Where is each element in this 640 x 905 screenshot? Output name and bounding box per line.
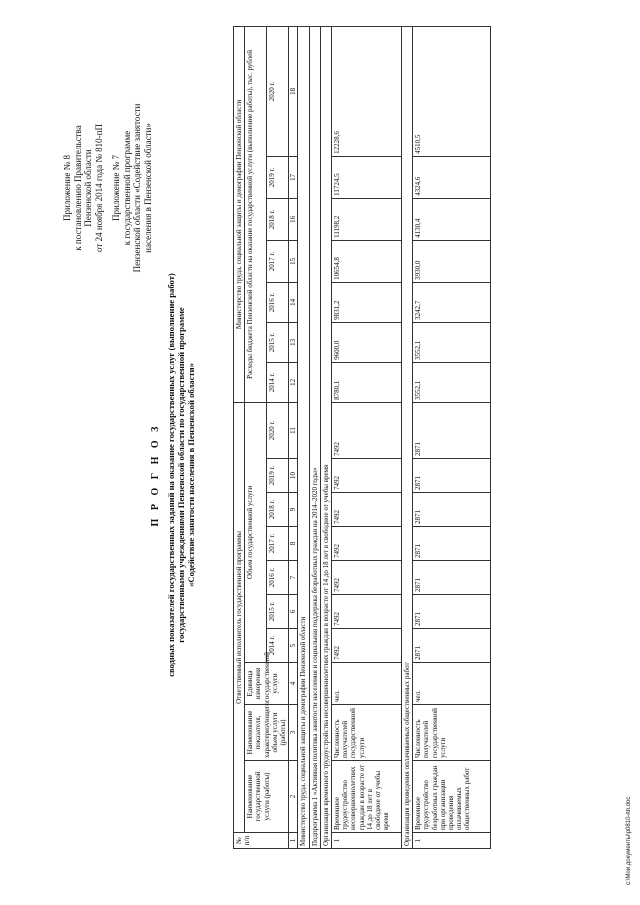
column-number: 11	[289, 402, 298, 458]
year-header: 2019 г.	[267, 459, 289, 493]
column-number: 8	[289, 527, 298, 561]
year-header: 2015 г.	[267, 322, 289, 362]
column-numbers-row	[289, 26, 298, 848]
header-line: Приложение № 8	[62, 155, 72, 221]
column-number: 6	[289, 595, 298, 629]
expense-cell: 4324,6	[413, 156, 491, 198]
column-number: 3	[289, 705, 298, 761]
year-header: 2016 г.	[267, 561, 289, 595]
service-name: Временное трудоустройство безработных граждан при организации проведения оплачиваемых общественных работ	[413, 761, 491, 833]
column-number: 16	[289, 198, 298, 240]
section-row: Организация проведения оплачиваемых общественных работ	[402, 26, 413, 848]
year-header: 2016 г.	[267, 282, 289, 322]
col-num-header: № п/п	[234, 833, 289, 849]
column-number: 18	[289, 26, 298, 156]
volume-cell: 2871	[413, 561, 491, 595]
expenses-header: Расходы бюджета Пензенской области на оказание государственной услуги (выполнение работы), тыс. рублей	[245, 26, 267, 402]
unit-cell: чел.	[413, 663, 491, 705]
table-row	[413, 26, 491, 848]
expense-cell: 3552,1	[413, 362, 491, 402]
title-sub: государственными учреждениями Пензенской области по государственной программе	[176, 307, 186, 643]
title-sub: сводных показателей государственных заданий на оказание государственных услуг (выполнение работ)	[166, 273, 176, 677]
year-header: 2014 г.	[267, 629, 289, 663]
year-header: 2017 г.	[267, 240, 289, 282]
volume-header: Объем государственной услуги	[245, 402, 267, 662]
section-row: Организация временного трудоустройства несовершеннолетних граждан в возрасте от 14 до 18 лет в свободное от учебы время	[320, 26, 331, 848]
column-number: 13	[289, 322, 298, 362]
expense-cell: 11724,5	[332, 156, 402, 198]
year-header: 2020 г.	[267, 26, 289, 156]
volume-cell: 2871	[413, 595, 491, 629]
expense-cell: 9831,2	[332, 282, 402, 322]
header-line: Приложение № 7	[111, 155, 121, 221]
column-number: 5	[289, 629, 298, 663]
volume-cell: 2871	[413, 459, 491, 493]
column-number: 2	[289, 761, 298, 833]
column-number: 15	[289, 240, 298, 282]
column-number: 10	[289, 459, 298, 493]
volume-cell: 7492	[332, 629, 402, 663]
header-line: Пензенской области «Содействие занятости	[132, 103, 142, 273]
column-number: 17	[289, 156, 298, 198]
header-line: Пензенской области	[83, 149, 93, 227]
title-sub: «Содействие занятости населения в Пензенской области»	[186, 363, 196, 587]
approval-header	[62, 58, 153, 318]
forecast-table	[233, 26, 491, 849]
executor-header: Ответственный исполнитель государственной программы	[234, 402, 245, 832]
expense-cell: 9600,0	[332, 322, 402, 362]
expense-cell: 12228,6	[332, 26, 402, 156]
volume-cell: 2871	[413, 629, 491, 663]
file-path-footer: c:\Мои документы\р0810-пп.doc	[626, 796, 632, 885]
subprogram-row: Подпрограмма 1 «Активная политика занятости населения и социальная поддержка безработных граждан на 2014–2020 годы»	[309, 26, 320, 848]
header-line: к государственной программе	[121, 130, 132, 246]
ministry-header: Министерство труда, социальной защиты и демографии Пензенской области	[234, 26, 245, 402]
header-line: к постановлению Правительства	[72, 125, 83, 251]
indicator-header: Наименование показателя, характеризующего объем услуги (работы)	[245, 705, 289, 761]
service-name-header: Наименование государственной услуги (работы)	[245, 761, 289, 833]
volume-cell: 7492	[332, 459, 402, 493]
column-number: 9	[289, 493, 298, 527]
volume-cell: 2871	[413, 527, 491, 561]
column-number: 14	[289, 282, 298, 322]
ministry-row: Министерство труда, социальной защиты и демографии Пензенской области	[298, 26, 309, 848]
column-number: 12	[289, 362, 298, 402]
row-number: 1	[332, 833, 402, 849]
expense-cell: 8780,1	[332, 362, 402, 402]
unit-header: Единица измерения государственной услуги	[245, 663, 289, 705]
expense-cell: 4510,5	[413, 26, 491, 156]
title-main: П Р О Г Н О З	[150, 423, 161, 527]
unit-cell: чел.	[332, 663, 402, 705]
volume-cell: 7492	[332, 402, 402, 458]
volume-cell: 2871	[413, 493, 491, 527]
year-header: 2017 г.	[267, 527, 289, 561]
column-number: 4	[289, 663, 298, 705]
volume-cell: 7492	[332, 595, 402, 629]
table-row	[332, 26, 402, 848]
expense-cell: 11198,2	[332, 198, 402, 240]
volume-cell: 2871	[413, 402, 491, 458]
column-number: 7	[289, 561, 298, 595]
indicator-name: Численность получателей государственной услуги	[332, 705, 402, 761]
volume-cell: 7492	[332, 493, 402, 527]
year-header: 2014 г.	[267, 362, 289, 402]
volume-cell: 7492	[332, 527, 402, 561]
year-header: 2019 г.	[267, 156, 289, 198]
expense-cell: 3552,1	[413, 322, 491, 362]
header-line: от 24 ноября 2014 года № 810-пП	[93, 124, 104, 252]
header-line: населения в Пензенской области»	[142, 123, 153, 253]
year-header: 2020 г.	[267, 402, 289, 458]
year-header: 2018 г.	[267, 198, 289, 240]
year-header: 2018 г.	[267, 493, 289, 527]
indicator-name: Численность получателей государственной услуги	[413, 705, 491, 761]
row-number: 1	[413, 833, 491, 849]
year-header: 2015 г.	[267, 595, 289, 629]
column-number: 1	[289, 833, 298, 849]
service-name: Временное трудоустройство несовершеннолетних граждан в возрасте от 14 до 18 лет в свободное от учебы время	[332, 761, 402, 833]
expense-cell: 4130,4	[413, 198, 491, 240]
expense-cell: 10654,8	[332, 240, 402, 282]
expense-cell: 3242,7	[413, 282, 491, 322]
document-title	[150, 195, 196, 755]
volume-cell: 7492	[332, 561, 402, 595]
expense-cell: 3930,0	[413, 240, 491, 282]
